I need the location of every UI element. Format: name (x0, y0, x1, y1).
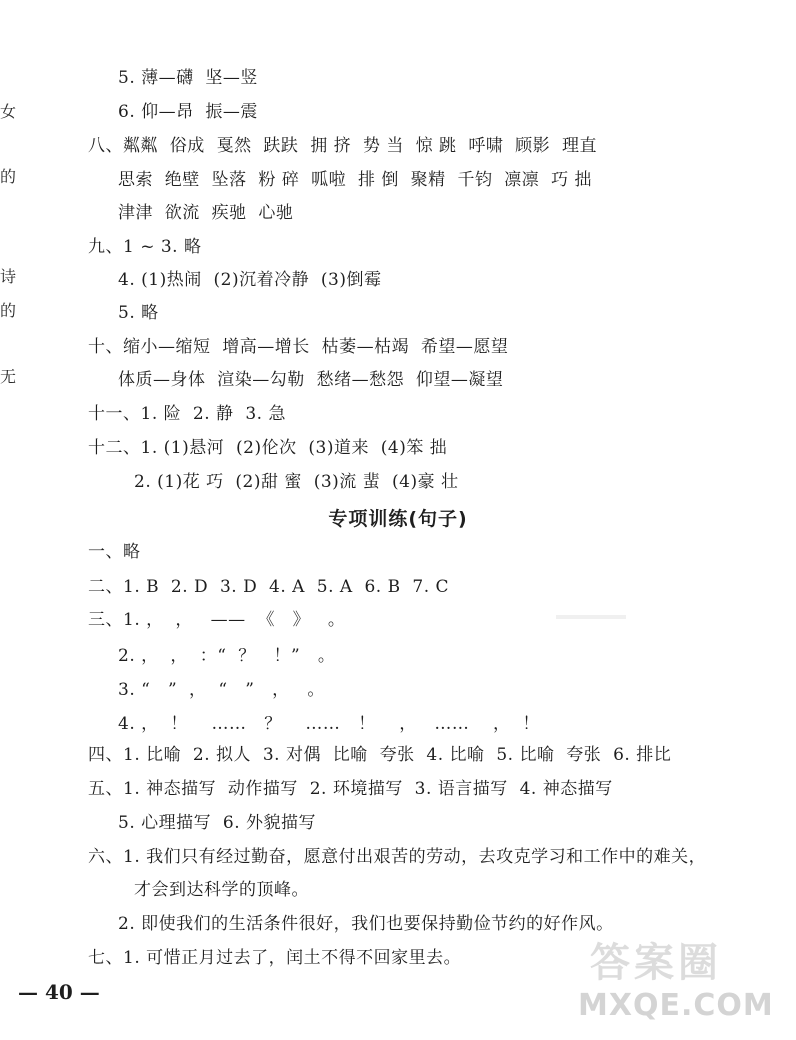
answer-line: 4. (1)热闹 (2)沉着冷静 (3)倒霉 (118, 270, 382, 290)
left-margin-fragment: 女 (0, 102, 17, 121)
answer-line: 四、1. 比喻 2. 拟人 3. 对偶 比喻 夸张 4. 比喻 5. 比喻 夸张 6. 排比 (88, 745, 672, 765)
left-margin-fragment: 的 (0, 301, 17, 320)
answer-line: 5. 略 (118, 303, 159, 323)
answer-line: 2. (1)花 巧 (2)甜 蜜 (3)流 蜚 (4)豪 壮 (134, 472, 459, 492)
answer-line: 体质—身体 渲染—勾勒 愁绪—愁怨 仰望—凝望 (118, 370, 504, 390)
answer-line: 九、1 ~ 3. 略 (88, 237, 202, 257)
section-title: 专项训练(句子) (328, 508, 468, 530)
answer-line: 八、粼粼 俗成 戛然 趺趺 拥 挤 势 当 惊 跳 呼啸 顾影 理直 (88, 136, 597, 156)
answer-line: 5. 心理描写 6. 外貌描写 (118, 813, 317, 833)
watermark-url: MXQE.COM (578, 988, 774, 1023)
left-margin-fragment: 的 (0, 167, 17, 186)
answer-line: 二、1. B 2. D 3. D 4. A 5. A 6. B 7. C (88, 577, 450, 597)
scan-smudge (556, 615, 626, 619)
answer-line: 五、1. 神态描写 动作描写 2. 环境描写 3. 语言描写 4. 神态描写 (88, 779, 613, 799)
left-margin-fragment: 诗 (0, 267, 17, 286)
answer-line: 六、1. 我们只有经过勤奋，愿意付出艰苦的劳动，去攻克学习和工作中的难关， (88, 847, 707, 867)
answer-line: 2. 即使我们的生活条件很好，我们也要保持勤俭节约的好作风。 (118, 914, 614, 934)
answer-line: 才会到达科学的顶峰。 (134, 880, 309, 900)
watermark-title: 答案圈 (590, 940, 722, 986)
answer-line: 3. “ ” ， “ ” ， 。 (118, 680, 325, 700)
answer-line: 思索 绝壁 坠落 粉 碎 呱啦 排 倒 聚精 千钧 凛凛 巧 拙 (118, 170, 592, 190)
watermark-logo (578, 938, 778, 1028)
answer-line: 七、1. 可惜正月过去了，闰土不得不回家里去。 (88, 948, 462, 968)
answer-line: 2. ， ， ：“ ？ ！” 。 (118, 646, 336, 666)
answer-line: 5. 薄—礴 坚—竖 (118, 68, 258, 88)
answer-line: 十、缩小—缩短 增高—增长 枯萎—枯竭 希望—愿望 (88, 337, 509, 357)
answer-line: 津津 欲流 疾驰 心驰 (118, 203, 294, 223)
answer-line: 4. ， ！ …… ？ …… ！ ， …… ， ！ (118, 714, 540, 734)
answer-line: 十一、1. 险 2. 静 3. 急 (88, 404, 286, 424)
answer-line: 三、1. ， ， —— 《 》 。 (88, 610, 346, 630)
answer-line: 6. 仰—昂 振—震 (118, 102, 258, 122)
answer-line: 十二、1. (1)悬河 (2)伦次 (3)道来 (4)笨 拙 (88, 438, 448, 458)
left-margin-fragment: 无 (0, 367, 17, 386)
answer-line: 一、略 (88, 542, 141, 562)
page-number: — 40 — (18, 980, 100, 1004)
